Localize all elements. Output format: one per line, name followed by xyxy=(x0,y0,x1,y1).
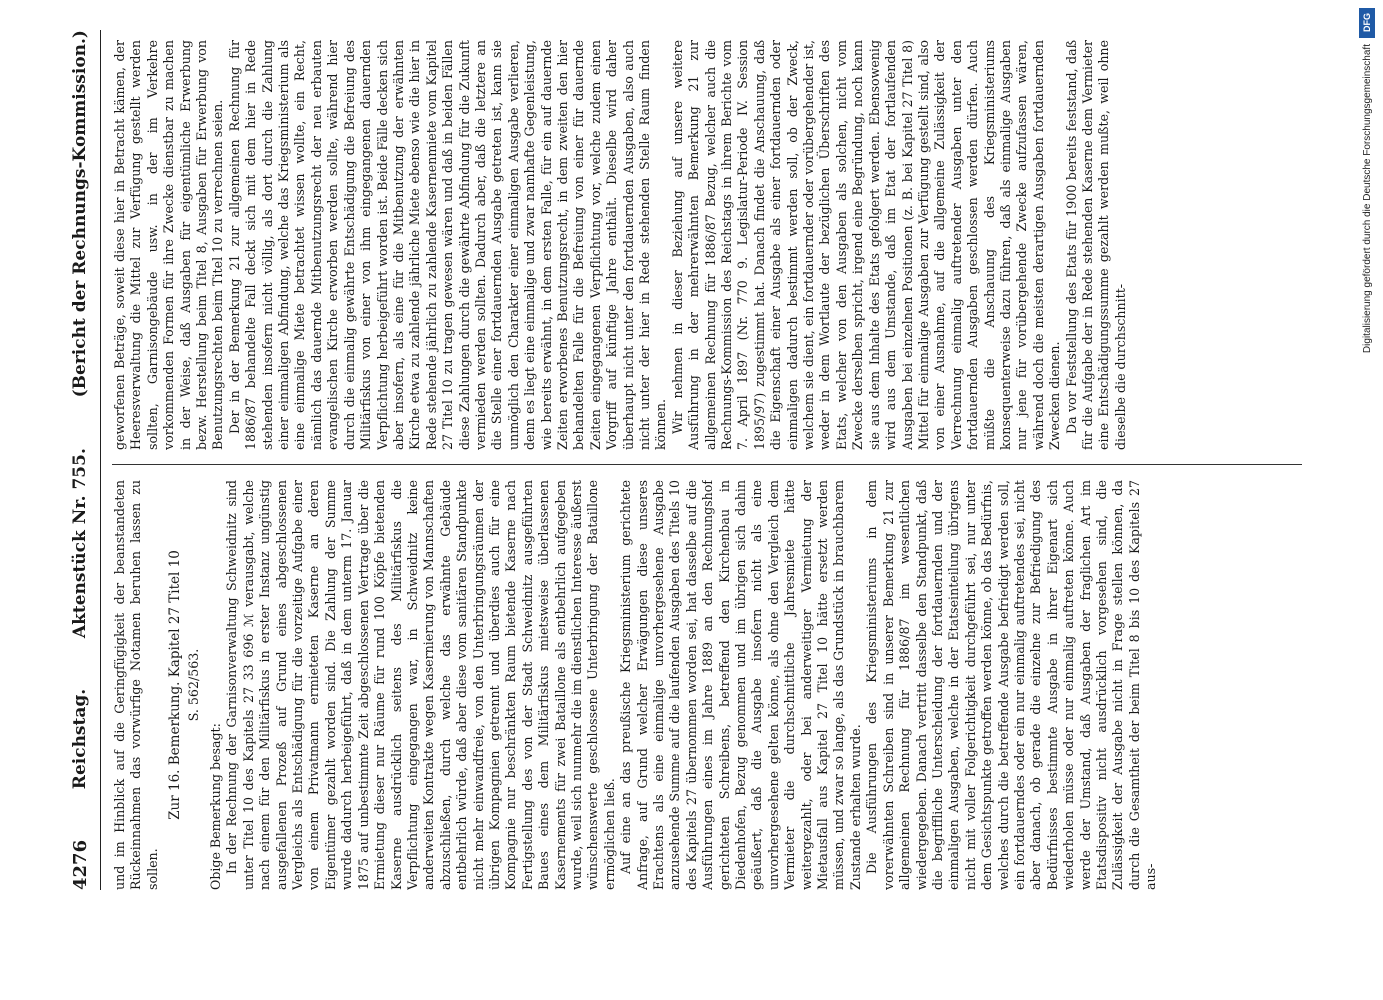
paragraph: Da vor Feststellung des Etats für 1900 bereits feststand, daß für die Aufgabe der in Rede stehenden Kaserne dem Vermieter eine Entschädigungssumme gezahlt werden mußte, weil ohne dieselbe die durchschnitt- xyxy=(1063,40,1128,450)
right-column xyxy=(112,40,1307,450)
paragraph: Auf eine an das preußische Kriegsministerium gerichtete Anfrage, auf Grund welcher Erwägungen diese unseres Erachtens als eine einmalige unvorhergesehene Ausgabe anzusehende Summe auf die laufenden Ausgaben des Titels 10 des Kapitels 27 übernommen worden sei, hat dasselbe auf die Ausführungen eines im Jahre 1889 an den Rechnungshof gerichteten Schreibens, betreffend den Kirchenbau in Diedenhofen, Bezug genommen und im übrigen sich dahin geäußert, daß die Ausgabe insofern nicht als eine unvorhergesehene gelten könne, als ohne den Vergleich dem Vermieter die durchschnittliche Jahresmiete hätte weitergezahlt, oder bei anderweitiger Vermietung der Mietausfall aus Kapitel 27 Titel 10 hätte ersetzt werden müssen, und zwar so lange, als das Grundstück in brauchbarem Zustande erhalten wurde. xyxy=(618,480,863,890)
digitization-credit: Digitalisierung gefördert durch die Deutsche Forschungsgemeinschaft xyxy=(1361,44,1373,354)
section-page-reference: S. 562/563. xyxy=(185,648,201,722)
paragraph: Die Ausführungen des Kriegsministeriums in dem vorerwähnten Schreiben sind in unserer Bemerkung 21 zur allgemeinen Rechnung für 1886/87 im wesentlichen wiedergegeben. Danach vertritt dasselbe den Standpunkt, daß die begriffliche Unterscheidung der fortdauernden und der einmaligen Ausgaben, welche in der Etatseinteilung übrigens nicht mit voller Folgerichtigkeit durchgeführt sei, nur unter dem Gesichtspunkte getroffen werden könne, ob das Bedürfnis, welches durch die betreffende Ausgabe befriedigt werden soll, ein fortdauerndes oder ein nur einmalig auftretendes sei, nicht aber danach, ob gerade die einzelne zur Befriedigung des Bedürfnisses bestimmte Ausgabe in ihrer Eigenart sich wiederholen müsse oder nur einmalig auftreten könne. Auch werde der Umstand, daß Ausgaben der fraglichen Art im Etatsdispositiv nicht ausdrücklich vorgesehen sind, die Zulässigkeit der Ausgabe nicht in Frage stellen können, da durch die Gesamtheit der beim Titel 8 bis 10 des Kapitels 27 aus- xyxy=(864,480,1159,890)
page-header xyxy=(60,30,101,890)
document-page xyxy=(60,30,1320,890)
header-right: (Bericht der Rechnungs-Kommission.) xyxy=(70,30,90,398)
paragraph: Der in der Bemerkung 21 zur allgemeinen Rechnung für 1886/87 behandelte Fall deckt sich mit dem hier in Rede stehenden insofern nicht völlig, als dort durch die Zahlung einer einmaligen Abfindung, welche das Kriegsministerium als eine einmalige Miete betrachtet wissen wollte, ein Recht, nämlich das dauernde Mitbenutzungsrecht der neu erbauten evangelischen Kirche erworben werden sollte, während hier durch die einmalig gewährte Entschädigung die Befreiung des Militärfiskus von einer von ihm eingegangenen dauernden Verpflichtung herbeigeführt worden ist. Beide Fälle decken sich aber insofern, als eine für die Mitbenutzung der erwähnten Kirche etwa zu zahlende jährliche Miete ebenso wie die hier in Rede stehende jährlich zu zahlende Kasernenmiete vom Kapitel 27 Titel 10 zu tragen gewesen wären und daß in beiden Fällen diese Zahlungen durch die gewährte Abfindung für die Zukunft vermieden werden sollten. Dadurch aber, daß die letztere an die Stelle einer fortdauernden Ausgabe getreten ist, kann sie unmöglich den Charakter einer einmaligen Ausgabe verlieren, denn es liegt eine einmalige und zwar namhafte Gegenleistung, wie bereits erwähnt, in dem ersten Falle, für ein auf dauernde Zeiten erworbenes Benutzungsrecht, in dem zweiten den hier behandelten Falle für die Befreiung von einer für dauernde Zeiten eingegangenen Verpflichtung vor, welche zudem einen Vorgriff auf künftige Jahre enthält. Dieselbe wird daher überhaupt nicht unter den fortdauernden Ausgaben, also auch nicht unter der hier in Rede stehenden Stelle Raum finden können. xyxy=(226,40,669,450)
dfg-logo-icon: DFG xyxy=(1359,8,1375,38)
section-heading: Zur 16. Bemerkung. Kapitel 27 Titel 10 xyxy=(167,550,184,820)
header-left: Reichstag. xyxy=(70,688,90,790)
paragraph: In der Rechnung der Garnisonverwaltung Schweidnitz sind unter Titel 10 des Kapitels 27 33 696 ℳ verausgabt, welche nach einem für den Militärfiskus in erster Instanz ungünstig ausgefallenen Prozeß auf Grund eines abgeschlossenen Vergleichs als Entschädigung für die vorzeitige Aufgabe einer von einem Privatmann ermieteten Kaserne an deren Eigentümer gezahlt worden sind. Die Zahlung der Summe wurde dadurch herbeigeführt, daß in dem unterm 17. Januar 1875 auf unbestimmte Zeit abgeschlossenen Vertrage über die Ermietung dieser nur Räume für rund 100 Köpfe bietenden Kaserne ausdrücklich seitens des Militärfiskus die Verpflichtung eingegangen war, in Schweidnitz keine anderweiten Kontrakte wegen Kasernierung von Mannschaften abzuschließen, durch welche das erwähnte Gebäude entbehrlich würde, daß aber diese vom sanitären Standpunkte nicht mehr einwandfreie, von den Unterbringungsräumen der übrigen Kompagnien getrennt und überdies auch für eine Kompagnie nur beschränkten Raum bietende Kaserne nach Fertigstellung des von der Stadt Schweidnitz ausgeführten Baues eines dem Militärfiskus mietsweise überlassenen Kasernements für zwei Bataillone als entbehrlich aufgegeben wurde, weil sich nunmehr die im dienstlichen Interesse äußerst wünschenswerte geschlossene Unterbringung der Bataillone ermöglichen ließ. xyxy=(224,480,617,890)
header-center: Aktenstück Nr. 755. xyxy=(70,448,90,639)
left-column xyxy=(112,480,1307,890)
paragraph: Obige Bemerkung besagt: xyxy=(208,723,224,890)
paragraph: und im Hinblick auf die Geringfügigkeit der beanstandeten Rückeinnahmen das vorwürfige Notamen beruhen lassen zu sollen. xyxy=(112,480,160,890)
paragraph: geworfenen Beträge, soweit diese hier in Betracht kämen, der Heeresverwaltung die Mittel zur Verfügung gestellt werden sollten, Garnisongebäude usw. in der im Verkehre vorkommenden Formen für ihre Zwecke dienstbar zu machen in der Weise, daß Ausgaben für eigentümliche Erwerbung bezw. Herstellung beim Titel 8, Ausgaben für Erwerbung von Benutzungsrechten beim Titel 10 zu verrechnen seien. xyxy=(112,40,226,450)
column-divider xyxy=(112,464,1302,465)
page-number: 4276 xyxy=(69,839,91,890)
paragraph: Wir nehmen in dieser Beziehung auf unsere weitere Ausführung in der mehrerwähnten Bemerkung 21 zur allgemeinen Rechnung für 1886/87 Bezug, welcher auch die Rechnungs-Kommission des Reichstags in ihrem Berichte vom 7. April 1897 (Nr. 770 9. Legislatur-Periode IV. Session 1895/97) zugestimmt hat. Danach findet die Anschauung, daß die Eigenschaft einer Ausgabe als einer fortdauernden oder einmaligen dadurch bestimmt werden soll, ob der Zweck, welchem sie dient, ein fortdauernder oder vorübergehender ist, weder in dem Wortlaute der bezüglichen Überschriften des Etats, welcher von den Ausgaben als solchen, nicht vom Zwecke derselben spricht, irgend eine Begründung, noch kann sie aus dem Inhalte des Etats gefolgert werden. Ebensowenig wird aus dem Umstande, daß im Etat der fortlaufenden Ausgaben bei einzelnen Positionen (z. B. bei Kapitel 27 Titel 8) Mittel für einmalige Ausgaben zur Verfügung gestellt sind, also von einer Ausnahme, auf die allgemeine Zulässigkeit der Verrechnung einmalig auftretender Ausgaben unter den fortdauernden Ausgaben geschlossen werden dürfen. Auch müßte die Anschauung des Kriegsministeriums konsequenterweise dazu führen, daß als einmalige Ausgaben nur jene für vorübergehende Zwecke aufzufassen wären, während doch die meisten derartigen Ausgaben fortdauernden Zwecken dienen. xyxy=(669,40,1063,450)
digitization-sidebar xyxy=(1357,8,1377,993)
